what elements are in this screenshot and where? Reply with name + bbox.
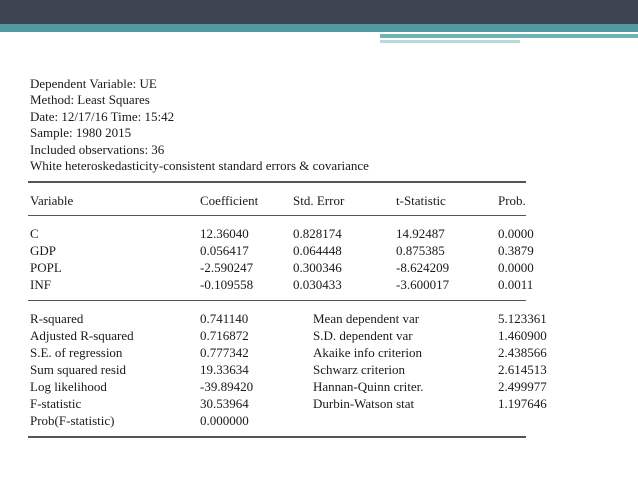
cell-std-error: 0.030433 xyxy=(293,277,342,292)
col-header-std-error: Std. Error xyxy=(293,193,345,208)
stat-value: 5.123361 xyxy=(498,311,547,326)
stat-value: 30.53964 xyxy=(200,396,249,411)
stat-value: 0.741140 xyxy=(200,311,249,326)
stat-value: 2.499977 xyxy=(498,379,547,394)
stat-label: F-statistic xyxy=(30,396,82,411)
cell-variable: INF xyxy=(30,277,51,292)
table-header-rule xyxy=(28,215,526,216)
cell-prob: 0.0000 xyxy=(498,260,534,275)
col-header-t-statistic: t-Statistic xyxy=(396,193,446,208)
col-header-variable: Variable xyxy=(30,193,74,208)
stat-value: 0.716872 xyxy=(200,328,249,343)
col-header-coefficient: Coefficient xyxy=(200,193,259,208)
header-sample: Sample: 1980 2015 xyxy=(30,125,132,141)
stat-label: Durbin-Watson stat xyxy=(313,396,415,411)
stat-value: -39.89420 xyxy=(200,379,254,394)
cell-coefficient: 0.056417 xyxy=(200,243,249,258)
stat-label: Adjusted R-squared xyxy=(30,328,134,343)
stat-value: 0.777342 xyxy=(200,345,249,360)
cell-t-statistic: -3.600017 xyxy=(396,277,450,292)
stat-value: 2.614513 xyxy=(498,362,547,377)
stat-label: S.D. dependent var xyxy=(313,328,413,343)
stat-value: 1.197646 xyxy=(498,396,547,411)
regression-header xyxy=(30,76,369,174)
stat-label: Hannan-Quinn criter. xyxy=(313,379,424,394)
stat-value: 2.438566 xyxy=(498,345,547,360)
slide-accent-stripe-light xyxy=(380,40,520,43)
stat-label: R-squared xyxy=(30,311,84,326)
cell-t-statistic: 14.92487 xyxy=(396,226,445,241)
col-header-prob: Prob. xyxy=(498,193,526,208)
table-top-rule xyxy=(28,181,526,183)
header-date-time: Date: 12/17/16 Time: 15:42 xyxy=(30,108,175,124)
stat-label: Sum squared resid xyxy=(30,362,127,377)
stat-label: Prob(F-statistic) xyxy=(30,413,115,428)
header-method: Method: Least Squares xyxy=(30,92,150,108)
cell-coefficient: 12.36040 xyxy=(200,226,249,241)
cell-prob: 0.3879 xyxy=(498,243,534,258)
cell-prob: 0.0000 xyxy=(498,226,534,241)
cell-coefficient: -0.109558 xyxy=(200,277,254,292)
header-dependent-variable: Dependent Variable: UE xyxy=(30,76,157,91)
cell-coefficient: -2.590247 xyxy=(200,260,254,275)
cell-std-error: 0.300346 xyxy=(293,260,342,275)
stat-label: S.E. of regression xyxy=(30,345,123,360)
stat-value: 1.460900 xyxy=(498,328,547,343)
cell-std-error: 0.828174 xyxy=(293,226,342,241)
cell-std-error: 0.064448 xyxy=(293,243,342,258)
slide-accent-stripe xyxy=(380,34,638,38)
header-se-note: White heteroskedasticity-consistent standard errors & covariance xyxy=(30,158,369,174)
stat-label: Akaike info criterion xyxy=(313,345,423,360)
table-mid-rule xyxy=(28,300,526,301)
stat-label: Mean dependent var xyxy=(313,311,420,326)
cell-t-statistic: -8.624209 xyxy=(396,260,450,275)
slide-top-bar xyxy=(0,0,638,24)
stat-value: 0.000000 xyxy=(200,413,249,428)
stat-label: Log likelihood xyxy=(30,379,107,394)
header-observations: Included observations: 36 xyxy=(30,141,165,157)
cell-variable: POPL xyxy=(30,260,62,275)
stat-label: Schwarz criterion xyxy=(313,362,406,377)
cell-t-statistic: 0.875385 xyxy=(396,243,445,258)
cell-prob: 0.0011 xyxy=(498,277,534,292)
cell-variable: GDP xyxy=(30,243,57,258)
slide-accent-band xyxy=(0,24,638,32)
cell-variable: C xyxy=(30,226,39,241)
stat-value: 19.33634 xyxy=(200,362,249,377)
table-bottom-rule xyxy=(28,436,526,438)
